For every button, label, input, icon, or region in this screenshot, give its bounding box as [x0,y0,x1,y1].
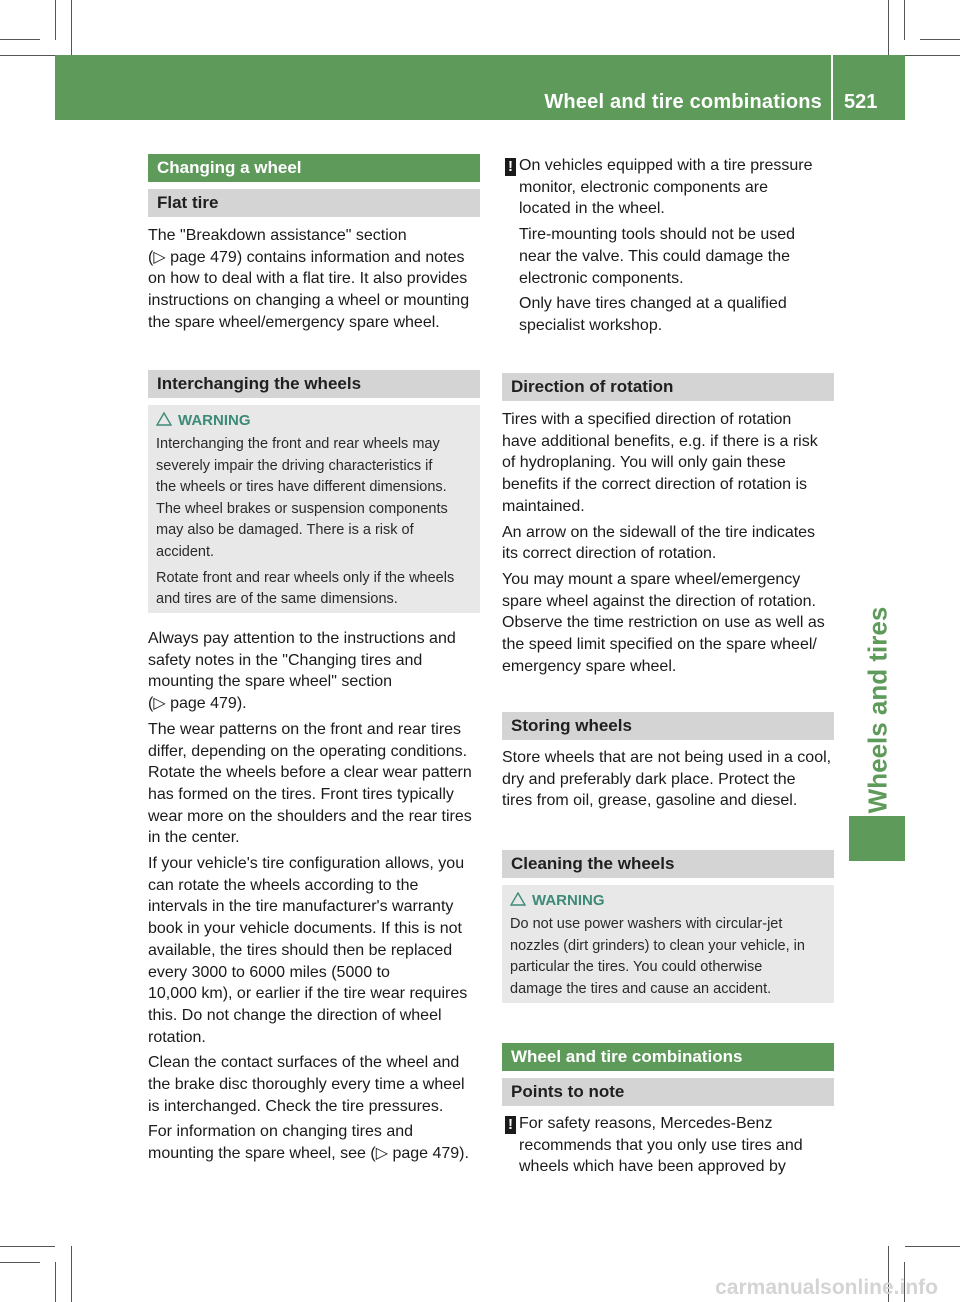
text-line: the brake disc thoroughly every time a wheel [148,1076,465,1094]
text-line: (▷ page 479). [148,695,247,713]
text-line: Always pay attention to the instructions and [148,630,456,647]
text-line: may also be damaged. There is a risk of [156,522,414,539]
text-line: mounting the spare wheel, see (▷ page 479). [148,1145,469,1163]
side-tab-marker [849,816,905,861]
text-line: Store wheels that are not being used in a cool, [502,749,832,766]
text-line: Tires with a specified direction of rotation [502,411,792,428]
warning-heading [156,411,472,431]
caution-icon: ! [505,158,516,176]
text-line: benefits if the correct direction of rotation is [502,476,808,494]
warning-text [156,434,472,611]
warning-heading [510,891,826,911]
text-line: dry and preferably dark place. Protect the [502,770,796,788]
storing-text [502,747,842,812]
text-line: recommends that you only use tires and [519,1136,803,1154]
text-line: every 3000 to 6000 miles (5000 to [148,963,390,981]
page-number: 521 [844,91,878,113]
text-line: monitor, electronic components are [519,178,769,196]
section-heading-cleaning: Cleaning the wheels [502,850,834,878]
crop-mark [0,55,55,56]
warning-label: WARNING [178,412,251,429]
points-text [519,1113,839,1178]
section-heading-direction: Direction of rotation [502,373,834,401]
crop-mark [920,39,960,40]
text-line: book in your vehicle documents. If this is not [148,920,462,938]
text-line: is interchanged. Check the tire pressures. [148,1097,444,1115]
text-line: spare wheel against the direction of rotation. [502,592,816,610]
side-tab-label: Wheels and tires [862,606,893,814]
text-line: An arrow on the sidewall of the tire indicates [502,523,816,541]
crop-mark [888,0,889,55]
text-line: can rotate the wheels according to the [148,876,419,894]
text-line: Tire-mounting tools should not be used [519,226,796,244]
text-line: intervals in the tire manufacturer's warranty [148,898,454,916]
text-line: this. Do not change the direction of wheel [148,1006,442,1024]
text-line: The "Breakdown assistance" section [148,227,407,244]
warning-text [510,914,826,1000]
text-line: The wheel brakes or suspension components [156,500,448,517]
section-heading-storing: Storing wheels [502,712,834,740]
warning-box-cleaning [502,885,834,1003]
warning-triangle-icon [156,412,172,426]
caution-icon: ! [505,1116,516,1134]
text-line: specialist workshop. [519,316,663,334]
text-line: nozzles (dirt grinders) to clean your vehicle, in [510,937,805,954]
subsection-heading-points: Points to note [502,1078,834,1106]
text-line: You may mount a spare wheel/emergency [502,570,801,588]
crop-mark [904,0,905,40]
text-line: Rotate the wheels before a clear wear pattern [148,764,472,782]
header-divider [831,55,833,120]
text-line: maintained. [502,497,585,515]
tpms-note-text [519,155,839,337]
text-line: (▷ page 479) contains information and notes [148,248,465,266]
watermark: carmanualsonline.info [715,1276,938,1299]
text-line: safety notes in the "Changing tires and [148,651,423,669]
text-line: its correct direction of rotation. [502,545,717,563]
text-line: wear more on the shoulders and the rear tires [148,807,472,825]
text-line: Do not use power washers with circular-jet [510,916,783,932]
text-line: severely impair the driving characteristics if [156,457,433,474]
text-line: instructions on changing a wheel or mounting [148,292,470,310]
text-line: Observe the time restriction on use as well as [502,614,825,632]
crop-mark [55,1262,56,1302]
text-line: damage the tires and cause an accident. [510,980,772,997]
text-line: For safety reasons, Mercedes-Benz [519,1115,773,1132]
text-line: Clean the contact surfaces of the wheel and [148,1054,460,1072]
warning-box-interchanging [148,405,480,613]
text-line: differ, depending on the operating conditions. [148,742,468,760]
crop-mark [0,1262,40,1263]
crop-mark [0,39,40,40]
text-line: rotation. [148,1028,206,1046]
crop-mark [71,0,72,55]
text-line: has formed on the tires. Front tires typically [148,785,454,803]
text-line: On vehicles equipped with a tire pressure [519,157,813,174]
text-line: mounting the spare wheel" section [148,673,393,691]
flat-tire-text [148,225,488,334]
crop-mark [0,1246,55,1247]
text-line: The wear patterns on the front and rear tires [148,720,462,738]
text-line: the speed limit specified on the spare wheel/ [502,636,817,654]
text-line: emergency spare wheel. [502,657,677,675]
text-line: Interchanging the front and rear wheels may [156,436,440,452]
text-line: 10,000 km), or earlier if the tire wear requires [148,985,468,1003]
section-heading-combinations: Wheel and tire combinations [502,1043,834,1071]
crop-mark [71,1246,72,1302]
text-line: the wheels or tires have different dimensions. [156,479,447,496]
section-heading-changing-wheel: Changing a wheel [148,154,480,182]
text-line: on how to deal with a flat tire. It also provides [148,270,468,288]
text-line: located in the wheel. [519,200,665,218]
text-line: accident. [156,543,215,560]
text-line: available, the tires should then be replaced [148,941,453,959]
text-line: wheels which have been approved by [519,1158,786,1176]
text-line: have additional benefits, e.g. if there is a risk [502,432,818,450]
direction-text [502,409,842,677]
text-line: Rotate front and rear wheels only if the wheels [156,569,455,586]
text-line: and tires are of the same dimensions. [156,591,398,608]
text-line: tires from oil, grease, gasoline and diesel. [502,792,798,810]
crop-mark [905,1246,960,1247]
text-line: particular the tires. You could otherwise [510,959,763,976]
text-line: in the center. [148,829,240,847]
text-line: Only have tires changed at a qualified [519,295,787,313]
interchanging-text [148,628,488,1165]
warning-triangle-icon [510,892,526,906]
subsection-heading-flat-tire: Flat tire [148,189,480,217]
crop-mark [55,0,56,40]
section-heading-interchanging: Interchanging the wheels [148,370,480,398]
text-line: of hydroplaning. You will only gain these [502,454,786,472]
text-line: electronic components. [519,269,684,287]
text-line: For information on changing tires and [148,1123,414,1141]
text-line: the spare wheel/emergency spare wheel. [148,313,440,331]
text-line: near the valve. This could damage the [519,247,790,265]
warning-label: WARNING [532,892,605,909]
crop-mark [905,55,960,56]
text-line: If your vehicle's tire configuration allows, you [148,855,465,873]
page-header-title: Wheel and tire combinations [544,91,822,113]
